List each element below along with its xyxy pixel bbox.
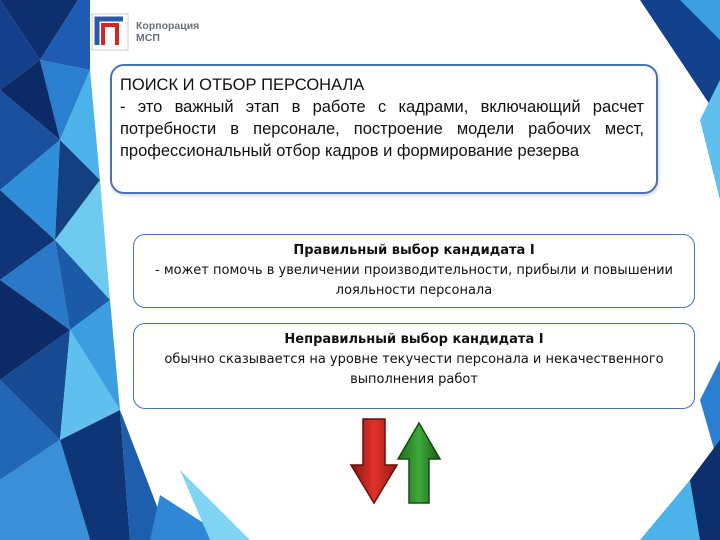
definition-text: - это важный этап в работе с кадрами, включающий расчет потребности в персонале, построение модели рабочих мест, профессиональный отбор кадров и формирование резерва bbox=[120, 98, 644, 160]
logo-line1: Корпорация bbox=[136, 20, 200, 32]
logo-line2: МСП bbox=[136, 32, 160, 44]
wrong-choice-text: обычно сказывается на уровне текучести персонала и некачественного выполнения работ bbox=[164, 352, 664, 387]
right-choice-text: - может помочь в увеличении производительности, прибыли и повышении лояльности персонала bbox=[155, 263, 673, 298]
wrong-choice-box bbox=[133, 323, 695, 409]
right-choice-title: Правильный выбор кандидата I bbox=[293, 243, 535, 258]
right-choice-box bbox=[133, 234, 695, 308]
green-up-arrow-icon bbox=[398, 423, 440, 503]
wrong-choice-title: Неправильный выбор кандидата I bbox=[284, 332, 544, 347]
red-down-arrow-icon bbox=[351, 419, 397, 503]
company-logo bbox=[90, 12, 199, 52]
msp-logo-icon bbox=[90, 12, 130, 52]
definition-box bbox=[110, 64, 658, 194]
definition-title: ПОИСК И ОТБОР ПЕРСОНАЛА bbox=[120, 76, 365, 94]
arrows-graphic bbox=[345, 415, 445, 510]
